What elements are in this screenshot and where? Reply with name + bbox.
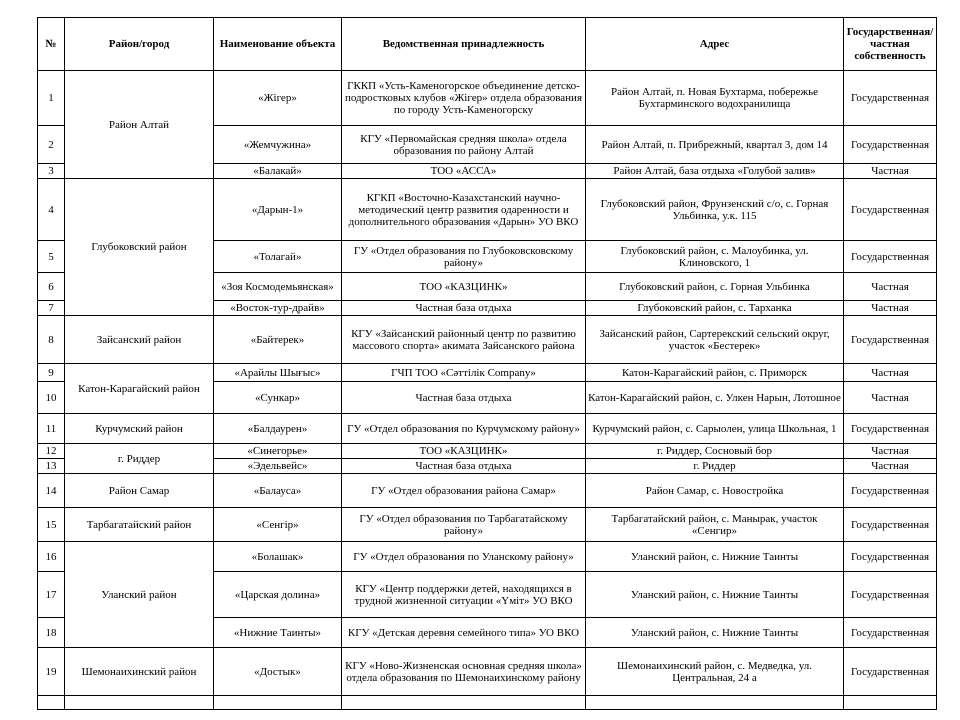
cell-address: Глубоковский район, с. Горная Ульбинка <box>586 273 844 301</box>
cell-num: 3 <box>38 164 65 179</box>
header-num: № <box>38 18 65 71</box>
cell-ownership: Частная <box>844 164 937 179</box>
empty-cell <box>342 696 586 710</box>
cell-num: 5 <box>38 241 65 273</box>
cell-address: Глубоковский район, Фрунзенский с/о, с. Горная Ульбинка, у.к. 115 <box>586 179 844 241</box>
cell-affiliation: Частная база отдыха <box>342 459 586 474</box>
table-row <box>38 474 937 508</box>
cell-address: Район Алтай, п. Прибрежный, квартал 3, дом 14 <box>586 126 844 164</box>
cell-num: 15 <box>38 508 65 542</box>
header-row <box>38 18 937 71</box>
cell-object: «Сункар» <box>214 382 342 414</box>
cell-num: 10 <box>38 382 65 414</box>
table-row <box>38 444 937 459</box>
cell-ownership: Государственная <box>844 474 937 508</box>
cell-address: Катон-Карагайский район, с. Приморск <box>586 364 844 382</box>
cell-num: 2 <box>38 126 65 164</box>
header-object: Наименование объекта <box>214 18 342 71</box>
cell-ownership: Государственная <box>844 71 937 126</box>
cell-address: г. Риддер, Сосновый бор <box>586 444 844 459</box>
table-row <box>38 508 937 542</box>
header-district: Район/город <box>65 18 214 71</box>
cell-object: «Болашак» <box>214 542 342 572</box>
cell-affiliation: КГУ «Центр поддержки детей, находящихся в трудной жизненной ситуации «Үміт» УО ВКО <box>342 572 586 618</box>
cell-address: Катон-Карагайский район, с. Улкен Нарын, Лотошное <box>586 382 844 414</box>
cell-object: «Нижние Таинты» <box>214 618 342 648</box>
header-affiliation: Ведомственная принадлежность <box>342 18 586 71</box>
cell-ownership: Государственная <box>844 618 937 648</box>
table-row <box>38 316 937 364</box>
cell-district: г. Риддер <box>65 444 214 474</box>
cell-address: Глубоковский район, с. Малоубинка, ул. Клиновского, 1 <box>586 241 844 273</box>
cell-ownership: Государственная <box>844 648 937 696</box>
cell-address: Зайсанский район, Сартерекский сельский округ, участок «Бестерек» <box>586 316 844 364</box>
cell-affiliation: ГУ «Отдел образования по Курчумскому району» <box>342 414 586 444</box>
cell-address: г. Риддер <box>586 459 844 474</box>
cell-affiliation: ТОО «АССА» <box>342 164 586 179</box>
cell-object: «Арайлы Шығыс» <box>214 364 342 382</box>
cell-affiliation: КГУ «Первомайская средняя школа» отдела образования по району Алтай <box>342 126 586 164</box>
cell-num: 7 <box>38 301 65 316</box>
cell-ownership: Частная <box>844 301 937 316</box>
cell-district: Зайсанский район <box>65 316 214 364</box>
cell-object: «Толагай» <box>214 241 342 273</box>
cell-object: «Балакай» <box>214 164 342 179</box>
cell-ownership: Государственная <box>844 179 937 241</box>
cell-num: 19 <box>38 648 65 696</box>
empty-cell <box>586 696 844 710</box>
cell-affiliation: ГУ «Отдел образования района Самар» <box>342 474 586 508</box>
cell-affiliation: ГУ «Отдел образования по Глубоковсковскому району» <box>342 241 586 273</box>
cell-num: 12 <box>38 444 65 459</box>
cell-ownership: Государственная <box>844 414 937 444</box>
cell-num: 6 <box>38 273 65 301</box>
cell-ownership: Государственная <box>844 241 937 273</box>
facilities-table <box>37 17 937 710</box>
cell-address: Район Алтай, база отдыха «Голубой залив» <box>586 164 844 179</box>
empty-cell <box>38 696 65 710</box>
cell-address: Уланский район, с. Нижние Таинты <box>586 542 844 572</box>
cell-district: Тарбагатайский район <box>65 508 214 542</box>
cell-address: Уланский район, с. Нижние Таинты <box>586 572 844 618</box>
cell-object: «Жемчужина» <box>214 126 342 164</box>
cell-affiliation: Частная база отдыха <box>342 301 586 316</box>
cell-object: «Восток-тур-драйв» <box>214 301 342 316</box>
cell-ownership: Частная <box>844 444 937 459</box>
cell-address: Шемонаихинский район, с. Медведка, ул. Центральная, 24 а <box>586 648 844 696</box>
cell-ownership: Частная <box>844 364 937 382</box>
cell-object: «Эдельвейс» <box>214 459 342 474</box>
cell-object: «Синегорье» <box>214 444 342 459</box>
cell-district: Катон-Карагайский район <box>65 364 214 414</box>
cell-affiliation: КГУ «Ново-Жизненская основная средняя школа» отдела образования по Шемонаихинскому району <box>342 648 586 696</box>
cell-affiliation: ГЧП ТОО «Сәттілік Company» <box>342 364 586 382</box>
cell-num: 17 <box>38 572 65 618</box>
table-row <box>38 364 937 382</box>
cell-ownership: Государственная <box>844 542 937 572</box>
cell-district: Глубоковский район <box>65 179 214 316</box>
cell-address: Курчумский район, с. Сарыолен, улица Школьная, 1 <box>586 414 844 444</box>
cell-affiliation: ГУ «Отдел образования по Тарбагатайскому району» <box>342 508 586 542</box>
cell-object: «Царская долина» <box>214 572 342 618</box>
cell-affiliation: КГУ «Зайсанский районный центр по развитию массового спорта» акимата Зайсанского района <box>342 316 586 364</box>
cell-ownership: Государственная <box>844 126 937 164</box>
cell-num: 13 <box>38 459 65 474</box>
cell-object: «Балауса» <box>214 474 342 508</box>
cell-ownership: Частная <box>844 273 937 301</box>
table-row <box>38 179 937 241</box>
cell-address: Уланский район, с. Нижние Таинты <box>586 618 844 648</box>
cell-affiliation: КГКП «Восточно-Казахстанский научно-методический центр развития одаренности и дополнительного образования «Дарын» УО ВКО <box>342 179 586 241</box>
cell-affiliation: КГУ «Детская деревня семейного типа» УО ВКО <box>342 618 586 648</box>
cell-object: «Сенгір» <box>214 508 342 542</box>
cell-num: 11 <box>38 414 65 444</box>
cell-num: 16 <box>38 542 65 572</box>
cell-district: Курчумский район <box>65 414 214 444</box>
cell-ownership: Частная <box>844 459 937 474</box>
cell-affiliation: ТОО «КАЗЦИНК» <box>342 273 586 301</box>
cell-address: Район Алтай, п. Новая Бухтарма, побережье Бухтарминского водохранилища <box>586 71 844 126</box>
cell-object: «Байтерек» <box>214 316 342 364</box>
cell-ownership: Государственная <box>844 316 937 364</box>
cell-num: 4 <box>38 179 65 241</box>
table-row <box>38 71 937 126</box>
cell-district: Уланский район <box>65 542 214 648</box>
cell-affiliation: ГККП «Усть-Каменогорское объединение детско-подростковых клубов «Жігер» отдела образования по городу Усть-Каменогорску <box>342 71 586 126</box>
cell-ownership: Государственная <box>844 572 937 618</box>
empty-cell <box>844 696 937 710</box>
table-row <box>38 414 937 444</box>
cell-ownership: Государственная <box>844 508 937 542</box>
cell-object: «Зоя Космодемьянская» <box>214 273 342 301</box>
cell-object: «Дарын-1» <box>214 179 342 241</box>
header-address: Адрес <box>586 18 844 71</box>
cell-object: «Балдаурен» <box>214 414 342 444</box>
cell-affiliation: ГУ «Отдел образования по Уланскому району» <box>342 542 586 572</box>
cell-num: 9 <box>38 364 65 382</box>
cell-num: 8 <box>38 316 65 364</box>
empty-row <box>38 696 937 710</box>
table-row <box>38 648 937 696</box>
cell-object: «Достык» <box>214 648 342 696</box>
cell-num: 18 <box>38 618 65 648</box>
cell-address: Глубоковский район, с. Тарханка <box>586 301 844 316</box>
table-row <box>38 542 937 572</box>
cell-address: Тарбагатайский район, с. Манырак, участок «Сенгир» <box>586 508 844 542</box>
cell-district: Район Алтай <box>65 71 214 179</box>
cell-num: 1 <box>38 71 65 126</box>
cell-ownership: Частная <box>844 382 937 414</box>
empty-cell <box>214 696 342 710</box>
header-ownership: Государственная/ частная собственность <box>844 18 937 71</box>
cell-district: Шемонаихинский район <box>65 648 214 696</box>
cell-object: «Жігер» <box>214 71 342 126</box>
cell-affiliation: ТОО «КАЗЦИНК» <box>342 444 586 459</box>
cell-num: 14 <box>38 474 65 508</box>
cell-address: Район Самар, с. Новостройка <box>586 474 844 508</box>
cell-affiliation: Частная база отдыха <box>342 382 586 414</box>
cell-district: Район Самар <box>65 474 214 508</box>
empty-cell <box>65 696 214 710</box>
